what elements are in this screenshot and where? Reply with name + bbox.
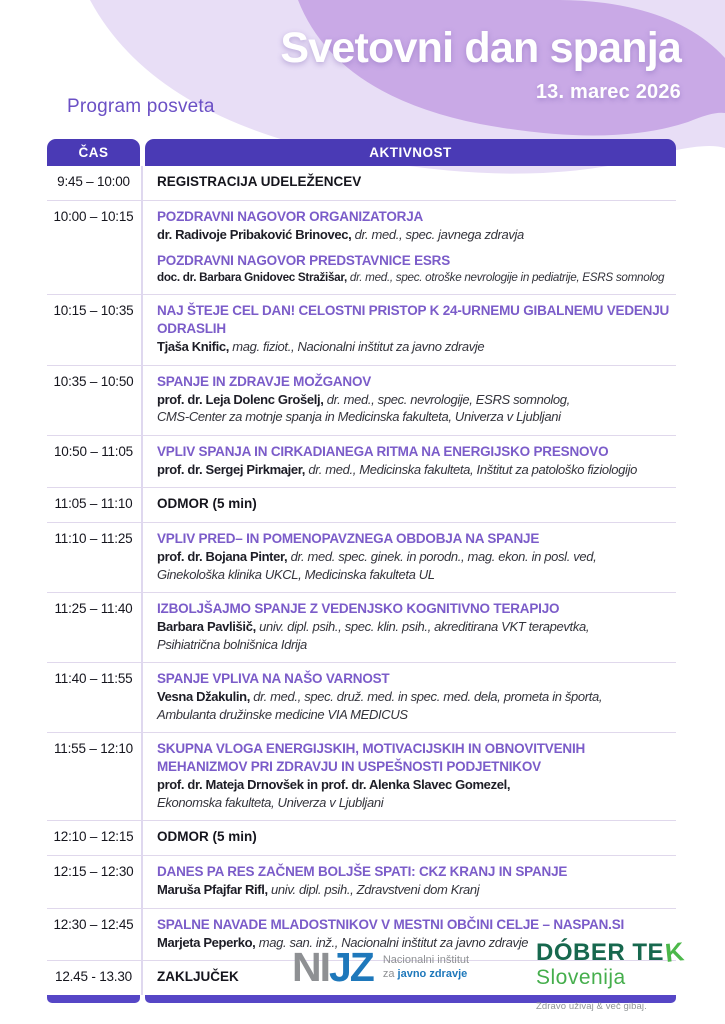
dober-tek-tagline: Zdravo uživaj & več gibaj. [536,1001,647,1013]
speaker-credentials: dr. med., spec. nevrologije, ESRS somnolog, [326,391,570,407]
dober-tek-text: DÓBER TE [536,939,665,966]
speaker-credentials: mag. fiziot., Nacionalni inštitut za javno zdravje [232,339,485,355]
session-title: SPALNE NAVADE MLADOSTNIKOV V MESTNI OBČINI CELJE – NASPAN.SI [157,916,625,932]
session-title: VPLIV PRED– IN POMENOPAVZNEGA OBDOBJA NA SPANJE [157,531,540,547]
nijz-text-line2 [383,967,469,981]
speaker-name: Tjaša Knific, [157,339,233,355]
program-table-body [47,166,676,995]
nijz-text-line1: Nacionalni inštitut [382,954,470,966]
dober-tek-logo [536,938,684,1012]
page-title: Svetovni dan spanja [280,24,681,72]
time-cell: 11:40 – 11:55 [54,671,133,687]
speaker-name: Barbara Pavlišič, [157,619,260,635]
program-subtitle: Program posveta [67,96,215,117]
activity-cell [140,670,676,723]
nijz-mark-gray: NI [292,944,329,990]
speaker-line [157,636,674,653]
speaker-name: Maruša Pfajfar Rifl, [157,882,272,898]
activity-cell [140,443,676,478]
speaker-line [157,226,674,243]
nijz-logo-text [383,953,469,982]
speaker-line [157,408,674,425]
activity-cell [140,208,676,285]
session-entry [157,670,674,723]
session-title: SPANJE VPLIVA NA NAŠO VARNOST [157,671,390,687]
speaker-credentials: dr. med., Medicinska fakulteta, Inštitut za patološko fiziologijo [308,461,637,477]
program-table [47,139,676,1003]
bottom-bar-time-segment [47,995,140,1003]
speaker-credentials: Ekonomska fakulteta, Univerza v Ljubljani [157,794,384,810]
speaker-credentials: mag. san. inž., Nacionalni inštitut za javno zdravje [258,934,529,950]
time-cell: 11:55 – 12:10 [54,741,133,756]
speaker-line [157,338,674,355]
speaker-line [157,618,674,635]
speaker-line [157,566,674,583]
speaker-name: Marjeta Peperko, [157,934,259,950]
time-cell: 10:50 – 11:05 [54,443,133,459]
session-entry [157,302,674,356]
activity-cell [140,828,676,846]
session-entry [157,863,674,898]
speaker-credentials: dr. med. spec. ginek. in porodn., mag. ekon. in posl. ved, [290,549,597,565]
speaker-line [157,776,674,793]
session-title: SPANJE IN ZDRAVJE MOŽGANOV [157,373,372,389]
speaker-line [157,548,674,565]
nijz-line2-blue: javno zdravje [397,968,468,981]
activity-cell [140,173,676,191]
session-title: ZAKLJUČEK [157,969,239,985]
session-title: SKUPNA VLOGA ENERGIJSKIH, MOTIVACIJSKIH IN OBNOVITVENIH MEHANIZMOV PRI ZDRAVJU IN USPEŠNOSTI PODJETNIKOV [157,741,586,775]
event-date: 13. marec 2026 [535,81,681,104]
speaker-name: prof. dr. Bojana Pinter, [157,549,291,565]
speaker-name: Vesna Džakulin, [157,689,254,705]
session-entry [157,828,674,846]
time-cell: 12:10 – 12:15 [53,828,134,844]
speaker-line [157,688,674,705]
time-cell: 12:15 – 12:30 [53,864,134,880]
time-cell: 10:35 – 10:50 [53,373,134,389]
speaker-line [157,270,674,286]
session-entry [157,173,674,191]
column-header-activity: AKTIVNOST [145,139,676,166]
time-cell: 11:25 – 11:40 [54,601,133,617]
dober-tek-line1 [536,936,686,968]
nijz-line2-gray: za [382,968,398,981]
speaker-line [157,391,674,408]
session-entry [157,530,674,583]
time-cell: 12.45 - 13.30 [55,969,132,985]
speaker-credentials: dr. med., spec. druž. med. in spec. med. dela, prometa in športa, [253,689,603,705]
activity-cell [140,600,676,653]
session-entry [157,373,674,426]
speaker-credentials: CMS-Center za motnje spanja in Medicinska fakulteta, Univerza v Ljubljani [157,409,561,425]
speaker-line [157,881,674,898]
nijz-logo [292,944,470,990]
session-entry [157,495,674,513]
speaker-credentials: Ambulanta družinske medicine VIA MEDICUS [157,706,408,722]
speaker-credentials: univ. dipl. psih., Zdravstveni dom Kranj [271,882,480,898]
activity-cell [140,863,676,898]
nijz-mark-blue: JZ [329,944,373,990]
header [280,26,681,104]
speaker-name: prof. dr. Sergej Pirkmajer, [157,461,309,477]
speaker-line [157,794,674,811]
speaker-credentials: dr. med., spec. javnega zdravja [354,227,524,243]
speaker-name: prof. dr. Leja Dolenc Grošelj, [157,391,327,407]
speaker-line [157,706,674,723]
column-divider [141,166,143,995]
activity-cell [140,373,676,426]
session-title: NAJ ŠTEJE CEL DAN! CELOSTNI PRISTOP K 24-URNEMU GIBALNEMU VEDENJU ODRASLIH [157,303,670,337]
time-cell: 10:15 – 10:35 [53,303,134,319]
speaker-name: prof. dr. Mateja Drnovšek in prof. dr. Alenka Slavec Gomezel, [157,777,511,793]
time-cell: 11:05 – 11:10 [54,496,133,512]
activity-cell [140,495,676,513]
speaker-name: doc. dr. Barbara Gnidovec Stražišar, [157,270,350,284]
dober-tek-k: K [663,936,686,968]
nijz-logo-mark [292,944,373,990]
speaker-credentials: Ginekološka klinika UKCL, Medicinska fakulteta UL [157,566,435,582]
activity-cell [140,740,676,811]
session-title: REGISTRACIJA UDELEŽENCEV [157,174,362,189]
session-entry [157,252,674,286]
session-title: VPLIV SPANJA IN CIRKADIANEGA RITMA NA ENERGIJSKO PRESNOVO [157,443,609,459]
dober-tek-line2: Slovenija [536,966,626,989]
session-entry [157,600,674,653]
session-entry [157,740,674,811]
speaker-name: dr. Radivoje Pribaković Brinovec, [157,227,355,243]
session-title: POZDRAVNI NAGOVOR ORGANIZATORJA [157,209,424,225]
session-title: DANES PA RES ZAČNEM BOLJŠE SPATI: CKZ KRANJ IN SPANJE [157,864,568,880]
time-cell: 9:45 – 10:00 [57,174,130,189]
session-title: ODMOR (5 min) [157,828,257,844]
session-title: POZDRAVNI NAGOVOR PREDSTAVNICE ESRS [157,252,451,268]
speaker-credentials: univ. dipl. psih., spec. klin. psih., akreditirana VKT terapevtka, [259,619,590,635]
speaker-line [157,461,674,478]
time-cell: 11:10 – 11:25 [54,531,133,547]
activity-cell [140,530,676,583]
session-entry [157,443,674,478]
activity-cell [140,302,676,356]
column-header-time: ČAS [47,139,140,166]
session-title: ODMOR (5 min) [157,496,257,512]
speaker-credentials: Psihiatrična bolnišnica Idrija [157,636,307,652]
time-cell: 12:30 – 12:45 [53,916,134,932]
session-entry [157,208,674,243]
time-cell: 10:00 – 10:15 [53,209,134,225]
table-header [47,139,676,166]
speaker-credentials: dr. med., spec. otroške nevrologije in pediatrije, ESRS somnolog [349,270,665,284]
session-title: IZBOLJŠAJMO SPANJE Z VEDENJSKO KOGNITIVNO TERAPIJO [157,601,560,617]
